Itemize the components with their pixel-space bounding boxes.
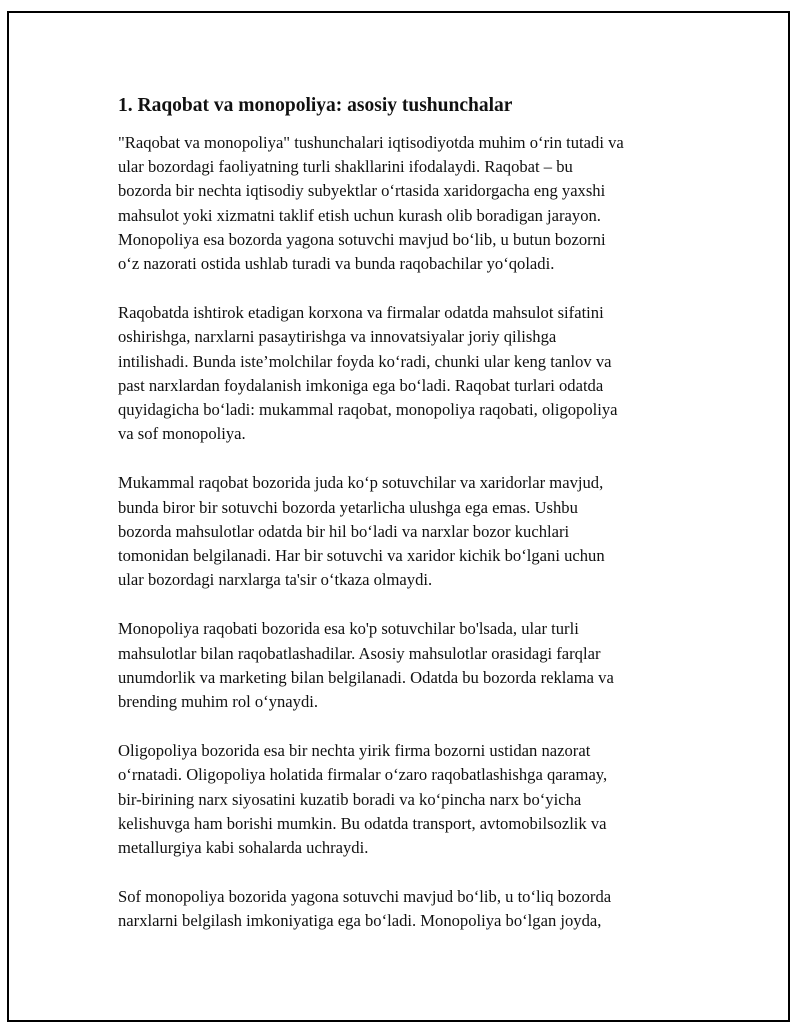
paragraph-line: o‘z nazorati ostida ushlab turadi va bunda raqobachilar yo‘qoladi. (118, 254, 555, 274)
paragraph-line: bozorda bir nechta iqtisodiy subyektlar o‘rtasida xaridorgacha eng yaxshi (118, 181, 606, 201)
paragraph-line: past narxlardan foydalanish imkoniga ega bo‘ladi. Raqobat turlari odatda (118, 375, 604, 395)
paragraph-line: bir-birining narx siyosatini kuzatib boradi va ko‘pincha narx bo‘yicha (118, 789, 582, 809)
paragraph-line: o‘rnatadi. Oligopoliya holatida firmalar o‘zaro raqobatlashishga qaramay, (118, 765, 608, 785)
paragraph-line: bunda biror bir sotuvchi bozorda yetarlicha ulushga ega emas. Ushbu (118, 497, 578, 517)
paragraph-line: bozorda mahsulotlar odatda bir hil bo‘ladi va narxlar bozor kuchlari (118, 521, 570, 541)
paragraph-line: narxlarni belgilash imkoniyatiga ega bo‘ladi. Monopoliya bo‘lgan joyda, (118, 911, 602, 931)
paragraph-line: "Raqobat va monopoliya" tushunchalari iqtisodiyotda muhim o‘rin tutadi va (118, 133, 624, 152)
paragraph-line: ular bozordagi faoliyatning turli shakllarini ifodalaydi. Raqobat – bu (118, 157, 573, 177)
paragraph-line: kelishuvga ham borishi mumkin. Bu odatda transport, avtomobilsozlik va (118, 813, 607, 833)
paragraph-line: ular bozordagi narxlarga ta'sir o‘tkaza olmaydi. (118, 570, 433, 590)
paragraph-line: quyidagicha bo‘ladi: mukammal raqobat, monopoliya raqobati, oligopoliya (118, 400, 618, 420)
paragraph-line: va sof monopoliya. (118, 424, 246, 444)
paragraph-line: oshirishga, narxlarni pasaytirishga va innovatsiyalar joriy qilishga (118, 327, 557, 347)
section-heading: 1. Raqobat va monopoliya: asosiy tushunchalar (118, 95, 513, 116)
paragraph (118, 471, 693, 592)
paragraph-line: mahsulotlar bilan raqobatlashadilar. Asosiy mahsulotlar orasidagi farqlar (118, 643, 601, 663)
paragraph-line: mahsulot yoki xizmatni taklif etish uchun kurash olib boradigan jarayon. (118, 205, 601, 225)
paragraph-line: metallurgiya kabi sohalarda uchraydi. (118, 838, 369, 858)
paragraph-line: Mukammal raqobat bozorida juda ko‘p sotuvchilar va xaridorlar mavjud, (118, 473, 604, 493)
paragraph-line: Raqobatda ishtirok etadigan korxona va firmalar odatda mahsulot sifatini (118, 303, 604, 323)
paragraph-line: Monopoliya raqobati bozorida esa ko'p sotuvchilar bo'lsada, ular turli (118, 619, 579, 639)
paragraph-line: Monopoliya esa bozorda yagona sotuvchi mavjud bo‘lib, u butun bozorni (118, 229, 606, 249)
paragraph (118, 885, 693, 933)
paragraph-line: intilishadi. Bunda iste’molchilar foyda ko‘radi, chunki ular keng tanlov va (118, 351, 612, 371)
paragraph (118, 301, 693, 446)
paragraph-line: Sof monopoliya bozorida yagona sotuvchi mavjud bo‘lib, u to‘liq bozorda (118, 887, 612, 907)
paragraph-line: brending muhim rol o‘ynaydi. (118, 692, 319, 712)
paragraphs-container (118, 131, 693, 934)
paragraph (118, 739, 693, 860)
document-body (118, 92, 693, 959)
paragraph-line: Oligopoliya bozorida esa bir nechta yirik firma bozorni ustidan nazorat (118, 741, 591, 761)
paragraph-line: unumdorlik va marketing bilan belgilanadi. Odatda bu bozorda reklama va (118, 667, 614, 687)
paragraph (118, 617, 693, 714)
paragraph-line: tomonidan belgilanadi. Har bir sotuvchi va xaridor kichik bo‘lgani uchun (118, 546, 605, 566)
paragraph (118, 131, 693, 276)
